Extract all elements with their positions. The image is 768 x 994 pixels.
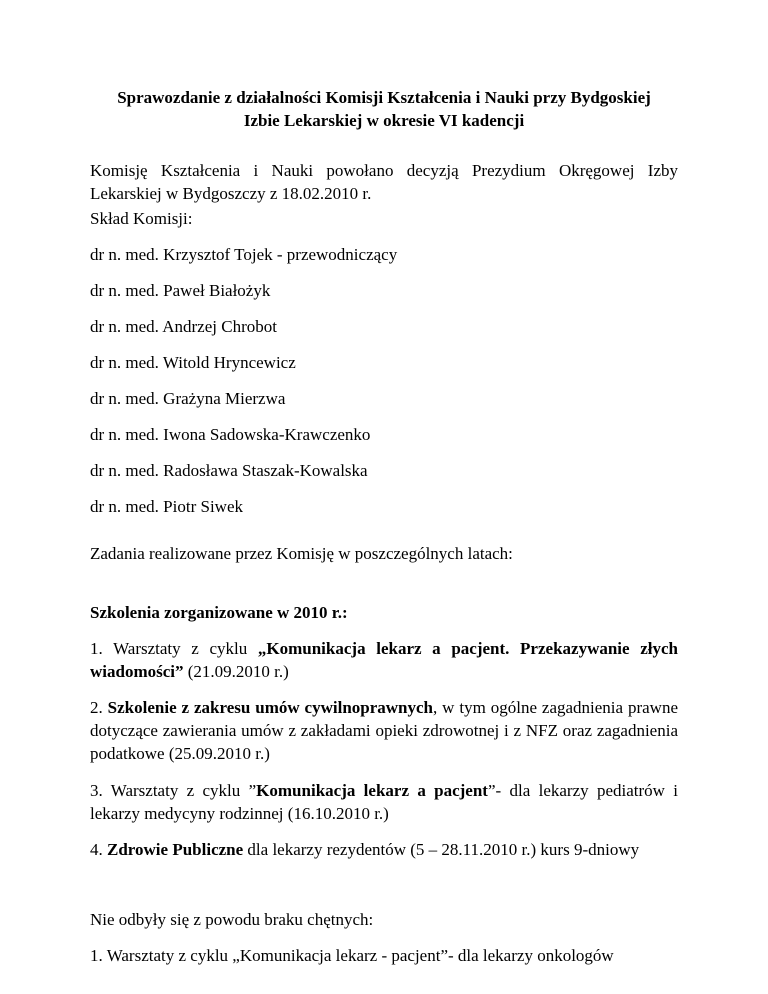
title-line-1: Sprawozdanie z działalności Komisji Kształcenia i Nauki przy Bydgoskiej — [117, 88, 651, 107]
item-suffix: ”- dla lekarzy pediatrów i lekarzy medycyny rodzinnej (16.10.2010 r.) — [90, 781, 678, 823]
training-item-4 — [90, 838, 678, 861]
member-item: dr n. med. Piotr Siwek — [90, 497, 243, 516]
item-title: Szkolenie z zakresu umów cywilnoprawnych — [107, 698, 434, 717]
item-suffix: (21.09.2010 r.) — [183, 662, 289, 681]
item-prefix: 2. — [90, 698, 108, 717]
item-suffix: , w tym ogólne zagadnienia prawne dotyczące zawierania umów z zakładami opieki zdrowotnej i z NFZ oraz zagadnienia podatkowe (25.09.2010 r.) — [90, 698, 679, 763]
member-item: dr n. med. Krzysztof Tojek - przewodniczący — [90, 245, 398, 264]
cancelled-heading: Nie odbyły się z powodu braku chętnych: — [90, 910, 374, 929]
title-line-2: Izbie Lekarskiej w okresie VI kadencji — [243, 111, 525, 130]
item-prefix: 4. — [90, 840, 107, 859]
tasks-heading: Zadania realizowane przez Komisję w poszczególnych latach: — [90, 544, 513, 563]
committee-label: Skład Komisji: — [90, 209, 193, 228]
document-title — [90, 86, 678, 132]
member-item: dr n. med. Witold Hryncewicz — [90, 353, 296, 372]
cancelled-item-1: 1. Warsztaty z cyklu „Komunikacja lekarz - pacjent”- dla lekarzy onkologów — [90, 946, 614, 965]
training-item-2 — [90, 696, 678, 765]
member-item: dr n. med. Andrzej Chrobot — [90, 317, 277, 336]
member-item: dr n. med. Iwona Sadowska-Krawczenko — [90, 425, 371, 444]
training-item-3 — [90, 779, 678, 825]
item-suffix: dla lekarzy rezydentów (5 – 28.11.2010 r.) kurs 9-dniowy — [243, 840, 640, 859]
item-prefix: 1. Warsztaty z cyklu — [90, 639, 258, 658]
intro-paragraph: Komisję Kształcenia i Nauki powołano decyzją Prezydium Okręgowej Izby Lekarskiej w Bydgoszczy z 18.02.2010 r. — [90, 161, 678, 203]
item-title: Komunikacja lekarz a pacjent — [256, 781, 488, 800]
member-item: dr n. med. Radosława Staszak-Kowalska — [90, 461, 368, 480]
item-title: „Komunikacja lekarz a pacjent. Przekazywanie złych wiadomości” — [90, 639, 678, 681]
member-item: dr n. med. Paweł Białożyk — [90, 281, 271, 300]
trainings-heading: Szkolenia zorganizowane w 2010 r.: — [90, 603, 348, 622]
item-title: Zdrowie Publiczne — [107, 840, 244, 859]
member-item: dr n. med. Grażyna Mierzwa — [90, 389, 286, 408]
training-item-1 — [90, 637, 678, 683]
item-prefix: 3. Warsztaty z cyklu ” — [90, 781, 257, 800]
